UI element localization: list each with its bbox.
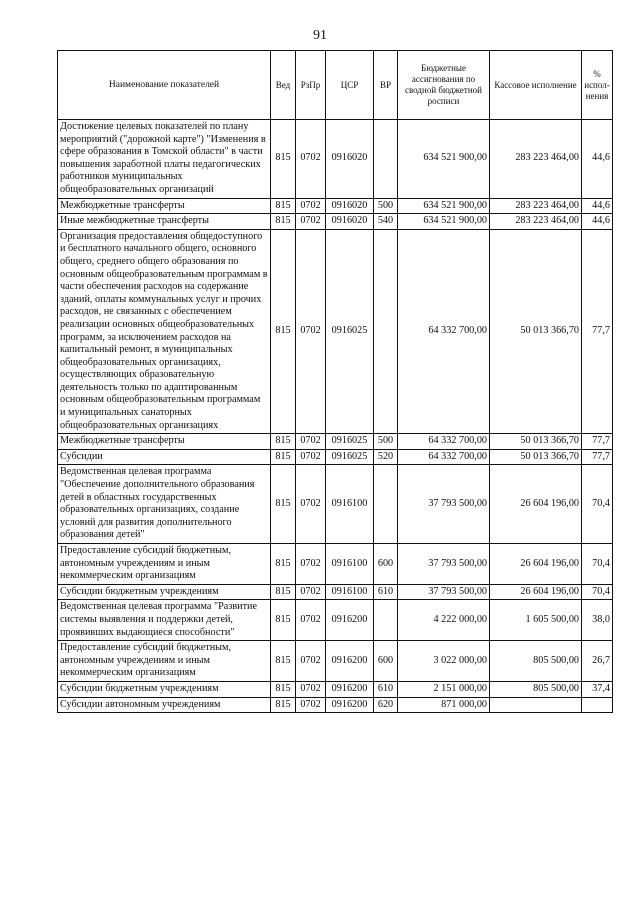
row-cash-execution: 805 500,00 (490, 641, 582, 682)
header-ved: Вед (271, 51, 296, 120)
row-cash-execution: 805 500,00 (490, 681, 582, 697)
row-ved: 815 (271, 449, 296, 465)
row-name: Межбюджетные трансферты (58, 198, 271, 214)
row-cash-execution: 26 604 196,00 (490, 544, 582, 585)
table-row (58, 198, 613, 214)
row-csr: 0916025 (326, 449, 374, 465)
header-name: Наименование показателей (58, 51, 271, 120)
row-assignments: 37 793 500,00 (398, 584, 490, 600)
row-csr: 0916100 (326, 465, 374, 544)
row-vr: 610 (374, 584, 398, 600)
row-vr: 610 (374, 681, 398, 697)
row-cash-execution: 50 013 366,70 (490, 449, 582, 465)
row-ved: 815 (271, 681, 296, 697)
row-ved: 815 (271, 600, 296, 641)
table-row (58, 544, 613, 585)
table-row (58, 229, 613, 434)
table-row (58, 449, 613, 465)
table-row (58, 120, 613, 199)
row-cash-execution: 26 604 196,00 (490, 465, 582, 544)
header-vr: ВР (374, 51, 398, 120)
row-percent: 77,7 (582, 229, 613, 434)
row-vr: 500 (374, 434, 398, 450)
row-ved: 815 (271, 641, 296, 682)
row-percent: 38,0 (582, 600, 613, 641)
table-row (58, 681, 613, 697)
row-assignments: 634 521 900,00 (398, 120, 490, 199)
row-csr: 0916100 (326, 584, 374, 600)
row-cash-execution: 50 013 366,70 (490, 434, 582, 450)
row-rzpr: 0702 (296, 465, 326, 544)
header-percent: % испол-нения (582, 51, 613, 120)
row-cash-execution: 283 223 464,00 (490, 214, 582, 230)
row-ved: 815 (271, 584, 296, 600)
row-vr: 600 (374, 544, 398, 585)
row-cash-execution: 26 604 196,00 (490, 584, 582, 600)
row-vr (374, 229, 398, 434)
row-assignments: 3 022 000,00 (398, 641, 490, 682)
row-cash-execution: 1 605 500,00 (490, 600, 582, 641)
row-ved: 815 (271, 214, 296, 230)
header-assignments: Бюджетные ассигнования по сводной бюджетной росписи (398, 51, 490, 120)
row-cash-execution (490, 697, 582, 713)
table-row (58, 641, 613, 682)
row-ved: 815 (271, 544, 296, 585)
row-ved: 815 (271, 434, 296, 450)
row-assignments: 2 151 000,00 (398, 681, 490, 697)
table-row (58, 214, 613, 230)
table-row (58, 697, 613, 713)
table-row (58, 465, 613, 544)
row-name: Организация предоставления общедоступного и бесплатного начального общего, основного общего, среднего общего образования по основным общеобразовательным программам в части обеспечения расходов на содержание зданий, оплаты коммунальных услуг и прочих расходов, не связанных с обеспечением реализации основных общеобразовательных программ, за исключением расходов на капитальный ремонт, в муниципальных общеобразовательных организациях, осуществляющих образовательную деятельность только по адаптированным основным общеобразовательным программам и муниципальных санаторных общеобразовательных организациях (58, 229, 271, 434)
header-cash-execution: Кассовое исполнение (490, 51, 582, 120)
row-name: Субсидии бюджетным учреждениям (58, 681, 271, 697)
row-csr: 0916100 (326, 544, 374, 585)
row-csr: 0916200 (326, 681, 374, 697)
page-number: 91 (313, 28, 327, 43)
row-name: Предоставление субсидий бюджетным, автономным учреждениям и иным некоммерческим организациям (58, 544, 271, 585)
row-percent: 44,6 (582, 214, 613, 230)
row-vr: 520 (374, 449, 398, 465)
row-csr: 0916020 (326, 120, 374, 199)
row-cash-execution: 283 223 464,00 (490, 120, 582, 199)
row-ved: 815 (271, 465, 296, 544)
row-percent (582, 697, 613, 713)
row-cash-execution: 50 013 366,70 (490, 229, 582, 434)
row-name: Субсидии автономным учреждениям (58, 697, 271, 713)
row-rzpr: 0702 (296, 120, 326, 199)
row-name: Межбюджетные трансферты (58, 434, 271, 450)
row-name: Достижение целевых показателей по плану мероприятий ("дорожной карте") "Изменения в сфере образования в Томской области" в части повышения заработной платы педагогических работников муниципальных общеобразовательных организаций (58, 120, 271, 199)
row-percent: 77,7 (582, 434, 613, 450)
row-name: Ведомственная целевая программа "Обеспечение дополнительного образования детей в областных государственных образовательных организациях, создание условий для развития дополнительного образования детей" (58, 465, 271, 544)
row-csr: 0916200 (326, 641, 374, 682)
header-csr: ЦСР (326, 51, 374, 120)
row-rzpr: 0702 (296, 544, 326, 585)
row-assignments: 64 332 700,00 (398, 229, 490, 434)
header-row (58, 51, 613, 120)
row-percent: 70,4 (582, 544, 613, 585)
table-row (58, 434, 613, 450)
row-vr: 500 (374, 198, 398, 214)
header-rzpr: РзПр (296, 51, 326, 120)
row-percent: 44,6 (582, 120, 613, 199)
row-rzpr: 0702 (296, 681, 326, 697)
row-percent: 77,7 (582, 449, 613, 465)
row-percent: 70,4 (582, 465, 613, 544)
row-name: Ведомственная целевая программа "Развитие системы выявления и поддержки детей, проявивших выдающиеся способности" (58, 600, 271, 641)
row-percent: 26,7 (582, 641, 613, 682)
row-rzpr: 0702 (296, 697, 326, 713)
row-percent: 70,4 (582, 584, 613, 600)
row-rzpr: 0702 (296, 584, 326, 600)
row-assignments: 37 793 500,00 (398, 465, 490, 544)
row-name: Предоставление субсидий бюджетным, автономным учреждениям и иным некоммерческим организациям (58, 641, 271, 682)
row-vr (374, 465, 398, 544)
row-csr: 0916020 (326, 214, 374, 230)
row-vr (374, 600, 398, 641)
row-rzpr: 0702 (296, 214, 326, 230)
row-vr (374, 120, 398, 199)
row-ved: 815 (271, 120, 296, 199)
row-ved: 815 (271, 198, 296, 214)
row-csr: 0916200 (326, 697, 374, 713)
row-assignments: 4 222 000,00 (398, 600, 490, 641)
row-rzpr: 0702 (296, 600, 326, 641)
row-vr: 540 (374, 214, 398, 230)
row-rzpr: 0702 (296, 198, 326, 214)
row-name: Иные межбюджетные трансферты (58, 214, 271, 230)
row-assignments: 37 793 500,00 (398, 544, 490, 585)
budget-table (57, 50, 613, 713)
table-row (58, 584, 613, 600)
row-assignments: 634 521 900,00 (398, 198, 490, 214)
row-csr: 0916025 (326, 229, 374, 434)
row-name: Субсидии бюджетным учреждениям (58, 584, 271, 600)
table-row (58, 600, 613, 641)
row-ved: 815 (271, 229, 296, 434)
row-csr: 0916025 (326, 434, 374, 450)
row-percent: 37,4 (582, 681, 613, 697)
row-rzpr: 0702 (296, 449, 326, 465)
row-csr: 0916020 (326, 198, 374, 214)
row-rzpr: 0702 (296, 641, 326, 682)
row-vr: 620 (374, 697, 398, 713)
row-rzpr: 0702 (296, 229, 326, 434)
row-csr: 0916200 (326, 600, 374, 641)
row-assignments: 634 521 900,00 (398, 214, 490, 230)
row-vr: 600 (374, 641, 398, 682)
row-assignments: 64 332 700,00 (398, 434, 490, 450)
row-assignments: 871 000,00 (398, 697, 490, 713)
row-assignments: 64 332 700,00 (398, 449, 490, 465)
row-rzpr: 0702 (296, 434, 326, 450)
row-cash-execution: 283 223 464,00 (490, 198, 582, 214)
row-ved: 815 (271, 697, 296, 713)
row-percent: 44,6 (582, 198, 613, 214)
row-name: Субсидии (58, 449, 271, 465)
